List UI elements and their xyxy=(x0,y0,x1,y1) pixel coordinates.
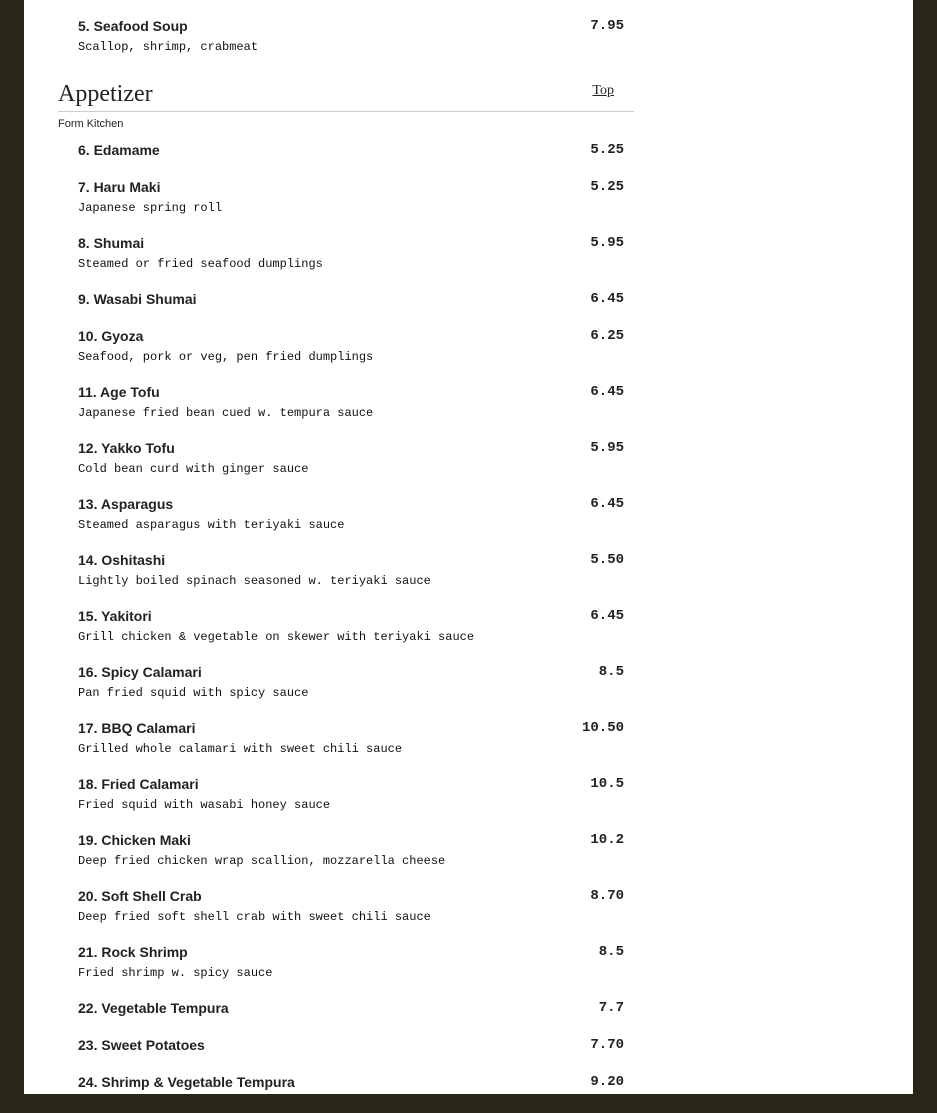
item-price: 5.95 xyxy=(590,440,624,456)
page-background xyxy=(24,0,913,1094)
menu-item xyxy=(58,551,634,591)
item-description: Deep fried soft shell crab with sweet chili sauce xyxy=(78,910,431,924)
item-price: 6.45 xyxy=(590,496,624,512)
item-name: 14. Oshitashi xyxy=(78,552,166,568)
item-name: 17. BBQ Calamari xyxy=(78,720,196,736)
item-description: Fried squid with wasabi honey sauce xyxy=(78,798,331,812)
item-price: 7.95 xyxy=(590,18,624,34)
item-description: Japanese spring roll xyxy=(78,201,223,215)
item-description: Pan fried squid with spicy sauce xyxy=(78,686,309,700)
item-price: 5.95 xyxy=(590,235,624,251)
item-description: Lightly boiled spinach seasoned w. teriyaki sauce xyxy=(78,574,431,588)
menu-item xyxy=(58,607,634,647)
item-name: 9. Wasabi Shumai xyxy=(78,291,197,307)
menu-item xyxy=(58,141,634,181)
item-price: 6.45 xyxy=(590,608,624,624)
menu-item xyxy=(58,234,634,274)
item-name: 13. Asparagus xyxy=(78,496,174,512)
item-price: 6.45 xyxy=(590,291,624,307)
menu-item xyxy=(58,663,634,703)
item-description: Japanese fried bean cued w. tempura sauce xyxy=(78,406,374,420)
menu-item xyxy=(58,17,634,57)
item-name: 11. Age Tofu xyxy=(78,384,160,400)
item-price: 8.5 xyxy=(598,664,624,680)
section-title: Appetizer xyxy=(58,81,153,107)
item-name: 16. Spicy Calamari xyxy=(78,664,202,680)
menu-item xyxy=(58,383,634,423)
item-price: 6.25 xyxy=(590,328,624,344)
item-price: 10.50 xyxy=(581,720,624,736)
section-subtitle: Form Kitchen xyxy=(58,118,124,130)
item-price: 7.70 xyxy=(590,1037,624,1053)
item-price: 10.5 xyxy=(590,776,624,792)
item-name: 22. Vegetable Tempura xyxy=(78,1000,229,1016)
item-name: 18. Fried Calamari xyxy=(78,776,199,792)
item-name: 23. Sweet Potatoes xyxy=(78,1037,205,1053)
item-name: 21. Rock Shrimp xyxy=(78,944,188,960)
menu-item xyxy=(58,327,634,367)
item-description: Fried shrimp w. spicy sauce xyxy=(78,966,273,980)
item-price: 9.20 xyxy=(590,1074,624,1090)
menu-item xyxy=(58,495,634,535)
item-price: 7.7 xyxy=(598,1000,624,1016)
item-price: 5.50 xyxy=(590,552,624,568)
menu-item xyxy=(58,290,634,330)
menu-item xyxy=(58,887,634,927)
item-description: Scallop, shrimp, crabmeat xyxy=(78,40,259,54)
menu-item xyxy=(58,1073,634,1113)
menu-item xyxy=(58,719,634,759)
menu-item xyxy=(58,999,634,1039)
menu-item xyxy=(58,943,634,983)
item-name: 24. Shrimp & Vegetable Tempura xyxy=(78,1074,295,1090)
item-name: 10. Gyoza xyxy=(78,328,144,344)
section-header xyxy=(58,78,634,112)
item-price: 8.70 xyxy=(590,888,624,904)
item-name: 19. Chicken Maki xyxy=(78,832,191,848)
item-description: Seafood, pork or veg, pen fried dumplings xyxy=(78,350,374,364)
item-name: 20. Soft Shell Crab xyxy=(78,888,202,904)
item-name: 15. Yakitori xyxy=(78,608,152,624)
menu-item xyxy=(58,439,634,479)
item-price: 8.5 xyxy=(598,944,624,960)
item-description: Grill chicken & vegetable on skewer with teriyaki sauce xyxy=(78,630,475,644)
menu-item xyxy=(58,775,634,815)
menu-item xyxy=(58,831,634,871)
item-name: 7. Haru Maki xyxy=(78,179,161,195)
item-description: Steamed asparagus with teriyaki sauce xyxy=(78,518,345,532)
item-price: 10.2 xyxy=(590,832,624,848)
item-description: Steamed or fried seafood dumplings xyxy=(78,257,323,271)
item-name: 8. Shumai xyxy=(78,235,145,251)
item-price: 5.25 xyxy=(590,142,624,158)
item-description: Grilled whole calamari with sweet chili sauce xyxy=(78,742,403,756)
item-name: 12. Yakko Tofu xyxy=(78,440,175,456)
item-description: Cold bean curd with ginger sauce xyxy=(78,462,309,476)
top-link[interactable]: Top xyxy=(592,83,614,98)
menu-item xyxy=(58,1036,634,1076)
item-description: Deep fried chicken wrap scallion, mozzarella cheese xyxy=(78,854,446,868)
item-name: 6. Edamame xyxy=(78,142,160,158)
item-price: 6.45 xyxy=(590,384,624,400)
menu-item xyxy=(58,178,634,218)
item-price: 5.25 xyxy=(590,179,624,195)
item-name: 5. Seafood Soup xyxy=(78,18,188,34)
